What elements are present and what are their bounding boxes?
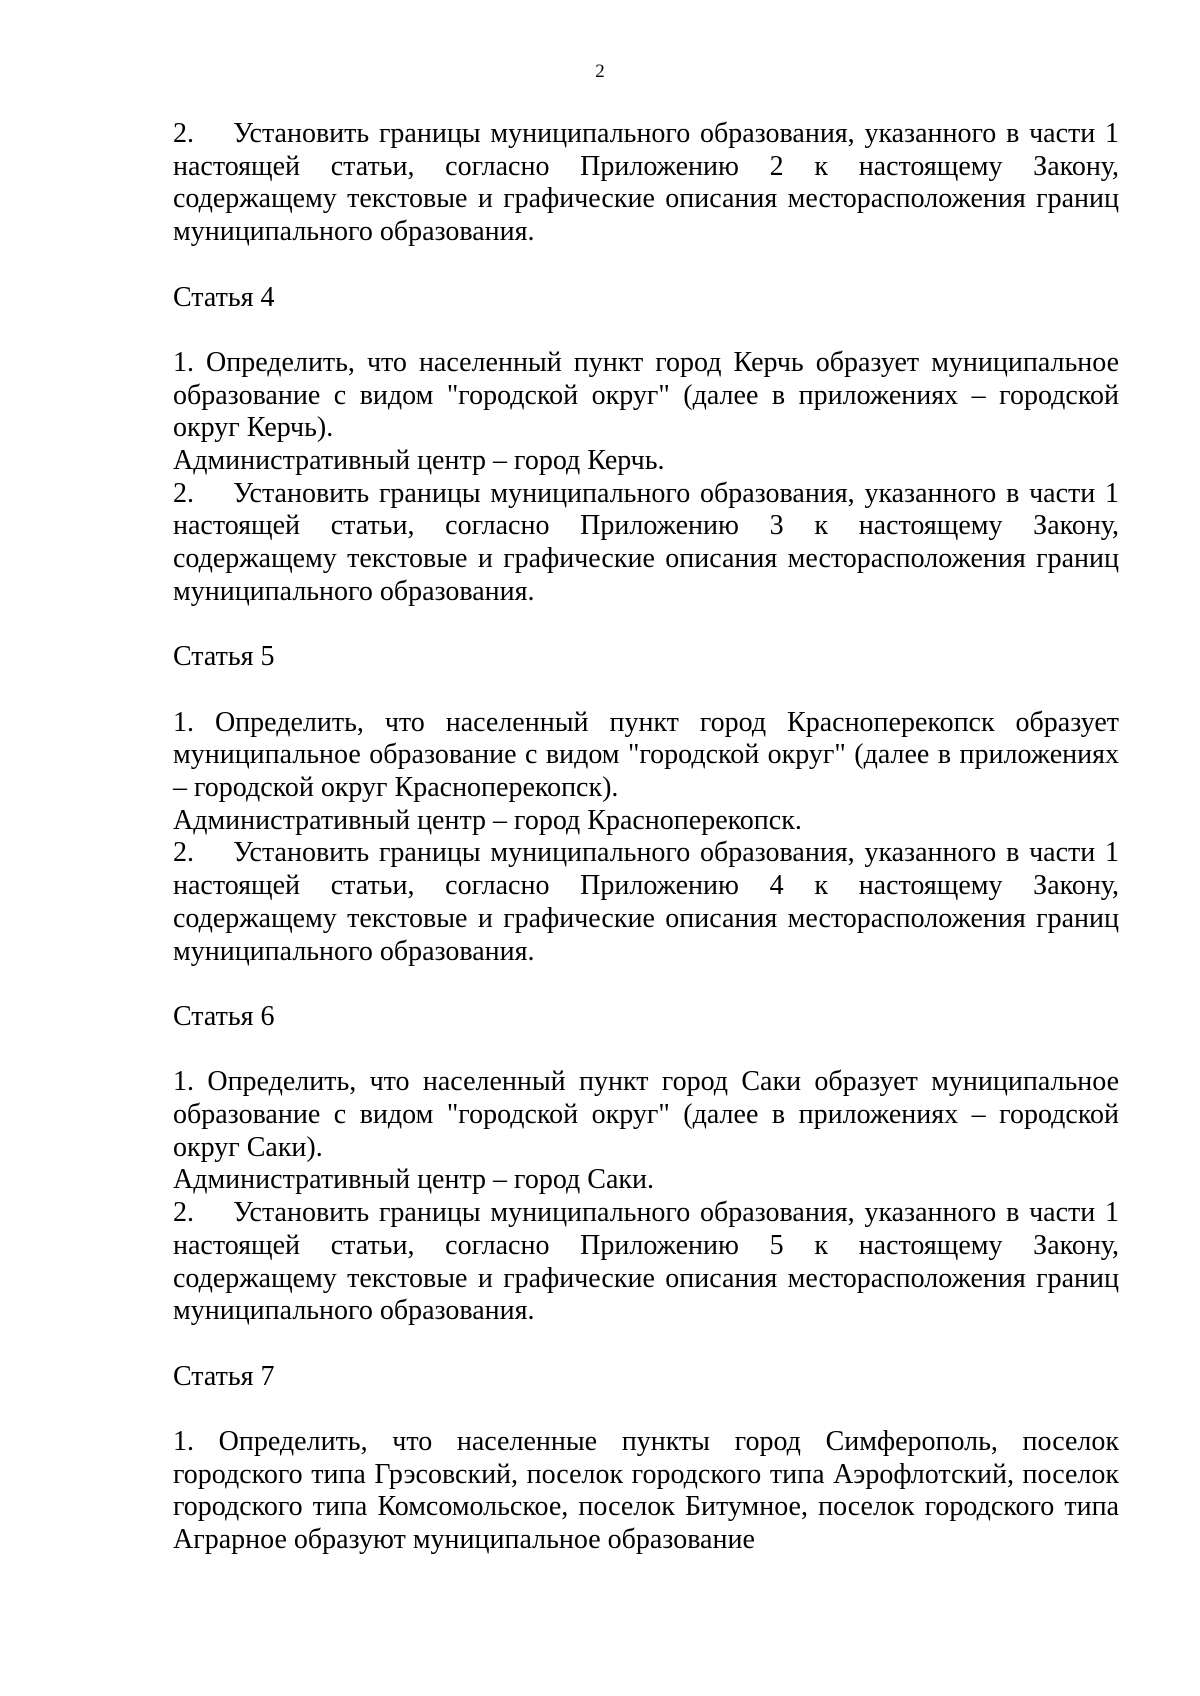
page-number: 2 [595, 61, 605, 82]
spacer [173, 968, 1119, 1001]
article-6-heading: Статья 6 [173, 1000, 275, 1032]
spacer [173, 249, 1119, 282]
spacer [173, 1393, 1119, 1426]
article-4-admin-center: Административный центр – город Керчь. [173, 445, 665, 476]
article-3-part-2: 2. Установить границы муниципального образования, указанного в части 1 настоящей статьи, согласно Приложению 2 к настоящему Закону, содержащему текстовые и графические описания месторасположения границ муниципального образования. [173, 118, 1119, 248]
spacer [173, 1034, 1119, 1067]
article-6-admin-center: Административный центр – город Саки. [173, 1164, 654, 1196]
article-7-heading: Статья 7 [173, 1360, 275, 1392]
article-7-part-1: 1. Определить, что населенные пункты город Симферополь, поселок городского типа Грэсовский, поселок городского типа Аэрофлотский, поселок городского типа Комсомольское, поселок Битумное, поселок городского типа Аграрное образуют муниципальное образование [173, 1426, 1119, 1556]
article-4-part-2: 2. Установить границы муниципального образования, указанного в части 1 настоящей статьи, согласно Приложению 3 к настоящему Закону, содержащему текстовые и графические описания месторасположения границ муниципального образования. [173, 477, 1119, 607]
article-4-part-1: 1. Определить, что населенный пункт город Керчь образует муниципальное образование с видом "городской округ" (далее в приложениях – городской округ Керчь). [173, 346, 1119, 444]
article-5-part-2: 2. Установить границы муниципального образования, указанного в части 1 настоящей статьи, согласно Приложению 4 к настоящему Закону, содержащему текстовые и графические описания месторасположения границ муниципального образования. [173, 837, 1119, 967]
article-5-admin-center: Административный центр – город Красноперекопск. [173, 804, 802, 836]
article-4-heading: Статья 4 [173, 281, 275, 313]
article-5-part-1: 1. Определить, что населенный пункт город Красноперекопск образует муниципальное образование с видом "городской округ" (далее в приложениях – городской округ Красноперекопск). [173, 706, 1119, 803]
article-5-heading: Статья 5 [173, 641, 275, 673]
spacer [173, 674, 1119, 707]
spacer [173, 1328, 1119, 1361]
document-body [173, 118, 1119, 1557]
article-6-part-2: 2. Установить границы муниципального образования, указанного в части 1 настоящей статьи, согласно Приложению 5 к настоящему Закону, содержащему текстовые и графические описания месторасположения границ муниципального образования. [173, 1197, 1119, 1327]
spacer [173, 314, 1119, 347]
spacer [173, 609, 1119, 642]
article-6-part-1: 1. Определить, что населенный пункт город Саки образует муниципальное образование с видом "городской округ" (далее в приложениях – городской округ Саки). [173, 1066, 1119, 1163]
